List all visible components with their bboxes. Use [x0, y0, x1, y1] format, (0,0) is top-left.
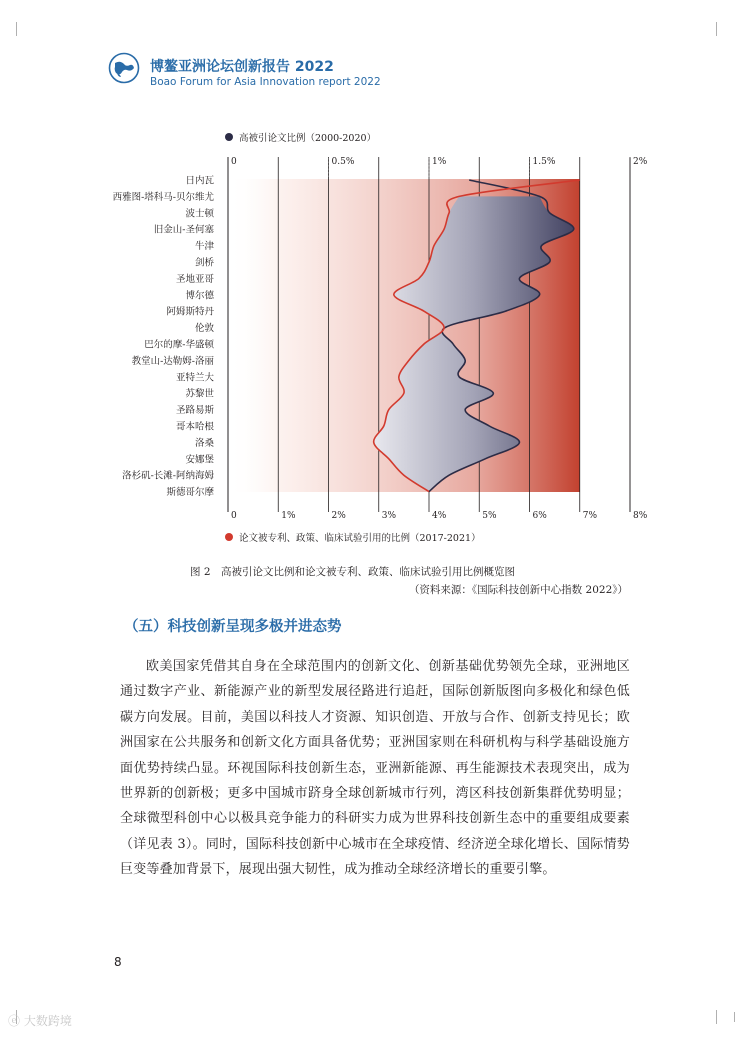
- figure-source: （资料来源：《国际科技创新中心指数 2022》）: [408, 584, 628, 596]
- category-label: 伦敦: [194, 323, 214, 335]
- bottom-tick-label: 4%: [432, 511, 447, 521]
- bottom-tick-label: 3%: [381, 511, 397, 521]
- crop-mark: [716, 1010, 717, 1024]
- category-label: 西雅图-塔科马-贝尔维尤: [112, 191, 214, 203]
- bottom-tick-label: 5%: [482, 511, 497, 521]
- crop-mark: [734, 1012, 735, 1022]
- category-label: 剑桥: [194, 257, 214, 269]
- category-label: 圣地亚哥: [175, 273, 214, 285]
- category-label: 哥本哈根: [175, 421, 214, 433]
- bottom-tick-label: 0: [231, 511, 237, 521]
- watermark-text: 大数跨境: [23, 1014, 72, 1028]
- top-tick-label: 0: [231, 157, 237, 167]
- top-legend: [225, 132, 376, 144]
- page-number: 8: [114, 955, 122, 969]
- category-label: 日内瓦: [185, 175, 214, 187]
- bottom-tick-label: 1%: [281, 511, 296, 521]
- category-label: 斯德哥尔摩: [166, 487, 214, 499]
- legend-label-bottom: 论文被专利、政策、临床试验引用的比例（2017-2021）: [239, 533, 481, 544]
- top-tick-label: 2%: [633, 157, 648, 167]
- header-subtitle: Boao Forum for Asia Innovation report 2022: [150, 76, 381, 88]
- category-label: 牛津: [194, 241, 214, 253]
- top-tick-label: 1%: [432, 157, 447, 167]
- legend-navy-dot: [225, 133, 233, 141]
- top-tick-label: 1.5%: [532, 157, 556, 167]
- category-label: 教堂山-达勒姆-洛丽: [131, 355, 214, 367]
- category-label: 旧金山-圣何塞: [153, 224, 214, 236]
- category-label: 阿姆斯特丹: [166, 306, 214, 318]
- bottom-tick-label: 2%: [331, 511, 346, 521]
- legend-label-top: 高被引论文比例（2000-2020）: [239, 133, 377, 144]
- category-labels: [113, 175, 215, 499]
- category-label: 波士顿: [185, 208, 214, 220]
- figure-caption: 图 2 高被引论文比例和论文被专利、政策、临床试验引用比例概览图: [190, 566, 516, 578]
- category-label: 安娜堡: [185, 454, 214, 466]
- bottom-legend: [225, 532, 481, 544]
- bottom-axis: [231, 511, 648, 521]
- bottom-tick-label: 6%: [532, 511, 547, 521]
- bottom-tick-label: 8%: [633, 511, 648, 521]
- category-label: 洛杉矶-长滩-阿纳海姆: [122, 470, 214, 482]
- top-tick-label: 0.5%: [331, 157, 355, 167]
- legend-red-dot: [225, 533, 233, 541]
- category-label: 巴尔的摩-华盛顿: [144, 339, 214, 351]
- category-label: 圣路易斯: [175, 405, 214, 417]
- category-label: 苏黎世: [185, 388, 214, 400]
- top-axis: [231, 157, 648, 167]
- watermark-icon: ⓔ: [8, 1014, 24, 1028]
- category-label: 洛桑: [194, 437, 214, 449]
- body-paragraph: 欧美国家凭借其自身在全球范围内的创新文化、创新基础优势领先全球，亚洲地区通过数字产业、新能源产业的新型发展径路进行追赶，国际创新版图向多极化和绿色低碳方向发展。目前，美国以科技人才资源、知识创造、开放与合作、创新支持见长；欧洲国家在公共服务和创新文化方面具备优势；亚洲国家则在科研机构与科学基础设施方面优势持续凸显。环视国际科技创新生态，亚洲新能源、再生能源技术表现突出，成为世界新的创新极；更多中国城市跻身全球创新城市行列，湾区科技创新集群优势明显；全球微型科创中心以极具竞争能力的科研实力成为世界科技创新生态中的重要组成要素（详见表 3）。同时，国际科技创新中心城市在全球疫情、经济逆全球化增长、国际情势巨变等叠加背景下，展现出强大韧性，成为推动全球经济增长的重要引擎。: [120, 659, 630, 878]
- section-title: （五）科技创新呈现多极并进态势: [124, 619, 342, 635]
- watermark: [8, 1012, 72, 1029]
- bottom-tick-label: 7%: [582, 511, 598, 521]
- header-title: 博鳌亚洲论坛创新报告 2022: [150, 59, 334, 75]
- category-label: 亚特兰大: [175, 372, 214, 384]
- category-label: 博尔德: [185, 290, 214, 302]
